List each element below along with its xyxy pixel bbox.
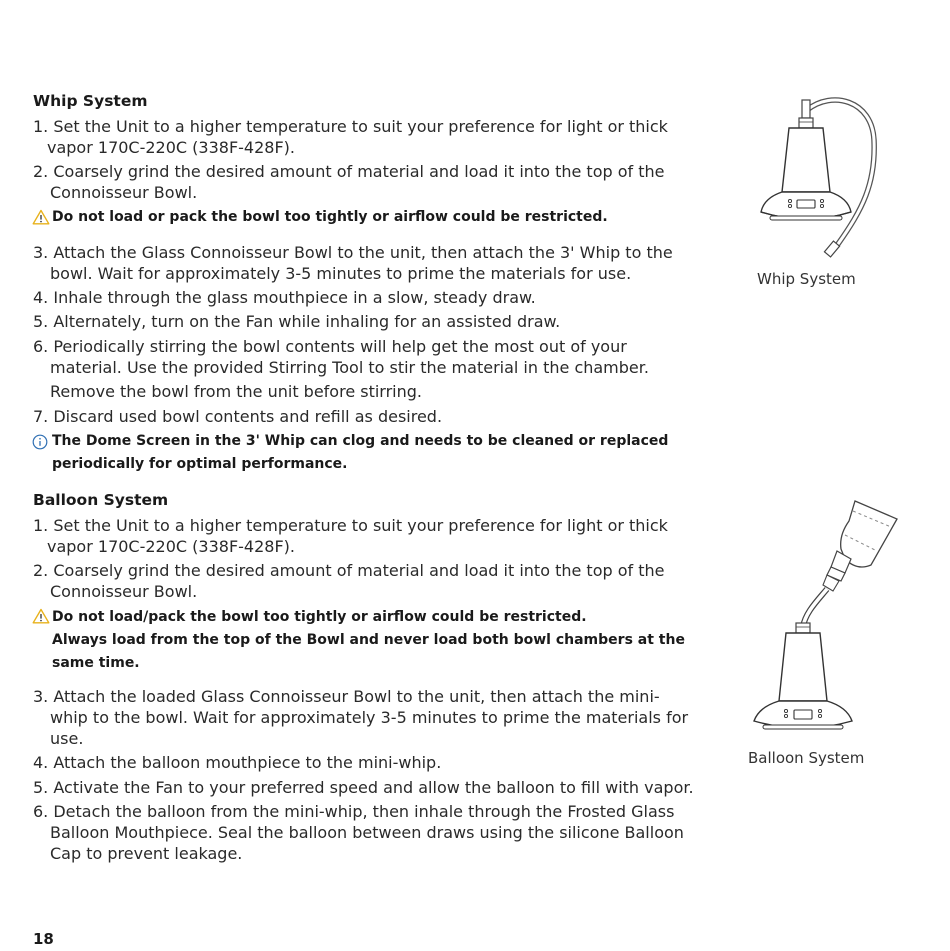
page-number: 18 [33,930,54,948]
whip-step-7: 7. Discard used bowl contents and refill as desired. [33,407,443,426]
whip-step-2-cont: Connoisseur Bowl. [50,183,198,202]
whip-step-3: 3. Attach the Glass Connoisseur Bowl to the unit, then attach the 3' Whip to the [33,243,673,262]
balloon-step-1-cont: vapor 170C-220C (338F-428F). [47,537,295,556]
whip-system-caption: Whip System [757,270,856,288]
whip-step-3-cont: bowl. Wait for approximately 3-5 minutes to prime the materials for use. [50,264,632,283]
whip-step-1: 1. Set the Unit to a higher temperature to suit your preference for light or thick [33,117,668,136]
balloon-system-caption: Balloon System [748,749,865,767]
whip-step-4: 4. Inhale through the glass mouthpiece in a slow, steady draw. [33,288,536,307]
balloon-step-3-cont2: use. [50,729,84,748]
balloon-step-6-cont2: Cap to prevent leakage. [50,844,243,863]
whip-system-illustration [752,92,887,267]
whip-info-text-cont: periodically for optimal performance. [52,456,348,472]
whip-step-5: 5. Alternately, turn on the Fan while inhaling for an assisted draw. [33,312,561,331]
balloon-step-4: 4. Attach the balloon mouthpiece to the mini-whip. [33,753,442,772]
warning-triangle-icon [32,209,50,225]
whip-step-2: 2. Coarsely grind the desired amount of material and load it into the top of the [33,162,665,181]
balloon-step-2: 2. Coarsely grind the desired amount of material and load it into the top of the [33,561,665,580]
whip-info-text: The Dome Screen in the 3' Whip can clog and needs to be cleaned or replaced [52,433,669,449]
balloon-warning-text-cont2: same time. [52,655,140,671]
whip-warning-text: Do not load or pack the bowl too tightly or airflow could be restricted. [52,209,608,225]
whip-step-1-cont: vapor 170C-220C (338F-428F). [47,138,295,157]
whip-step-6: 6. Periodically stirring the bowl contents will help get the most out of your [33,337,627,356]
balloon-step-1: 1. Set the Unit to a higher temperature to suit your preference for light or thick [33,516,668,535]
info-circle-icon [32,434,48,450]
balloon-heading: Balloon System [33,491,169,509]
balloon-step-2-cont: Connoisseur Bowl. [50,582,198,601]
whip-step-6-cont: material. Use the provided Stirring Tool to stir the material in the chamber. [50,358,649,377]
balloon-system-illustration [745,495,905,745]
balloon-step-3-cont: whip to the bowl. Wait for approximately 3-5 minutes to prime the materials for [50,708,689,727]
warning-triangle-icon [32,608,50,624]
balloon-warning-text: Do not load/pack the bowl too tightly or airflow could be restricted. [52,609,587,625]
balloon-step-3: 3. Attach the loaded Glass Connoisseur Bowl to the unit, then attach the mini- [33,687,660,706]
balloon-warning-text-cont: Always load from the top of the Bowl and never load both bowl chambers at the [52,632,685,648]
balloon-step-6: 6. Detach the balloon from the mini-whip, then inhale through the Frosted Glass [33,802,675,821]
whip-step-6-cont2: Remove the bowl from the unit before stirring. [50,382,423,401]
whip-heading: Whip System [33,92,148,110]
balloon-step-5: 5. Activate the Fan to your preferred speed and allow the balloon to fill with vapor. [33,778,694,797]
balloon-step-6-cont: Balloon Mouthpiece. Seal the balloon between draws using the silicone Balloon [50,823,684,842]
